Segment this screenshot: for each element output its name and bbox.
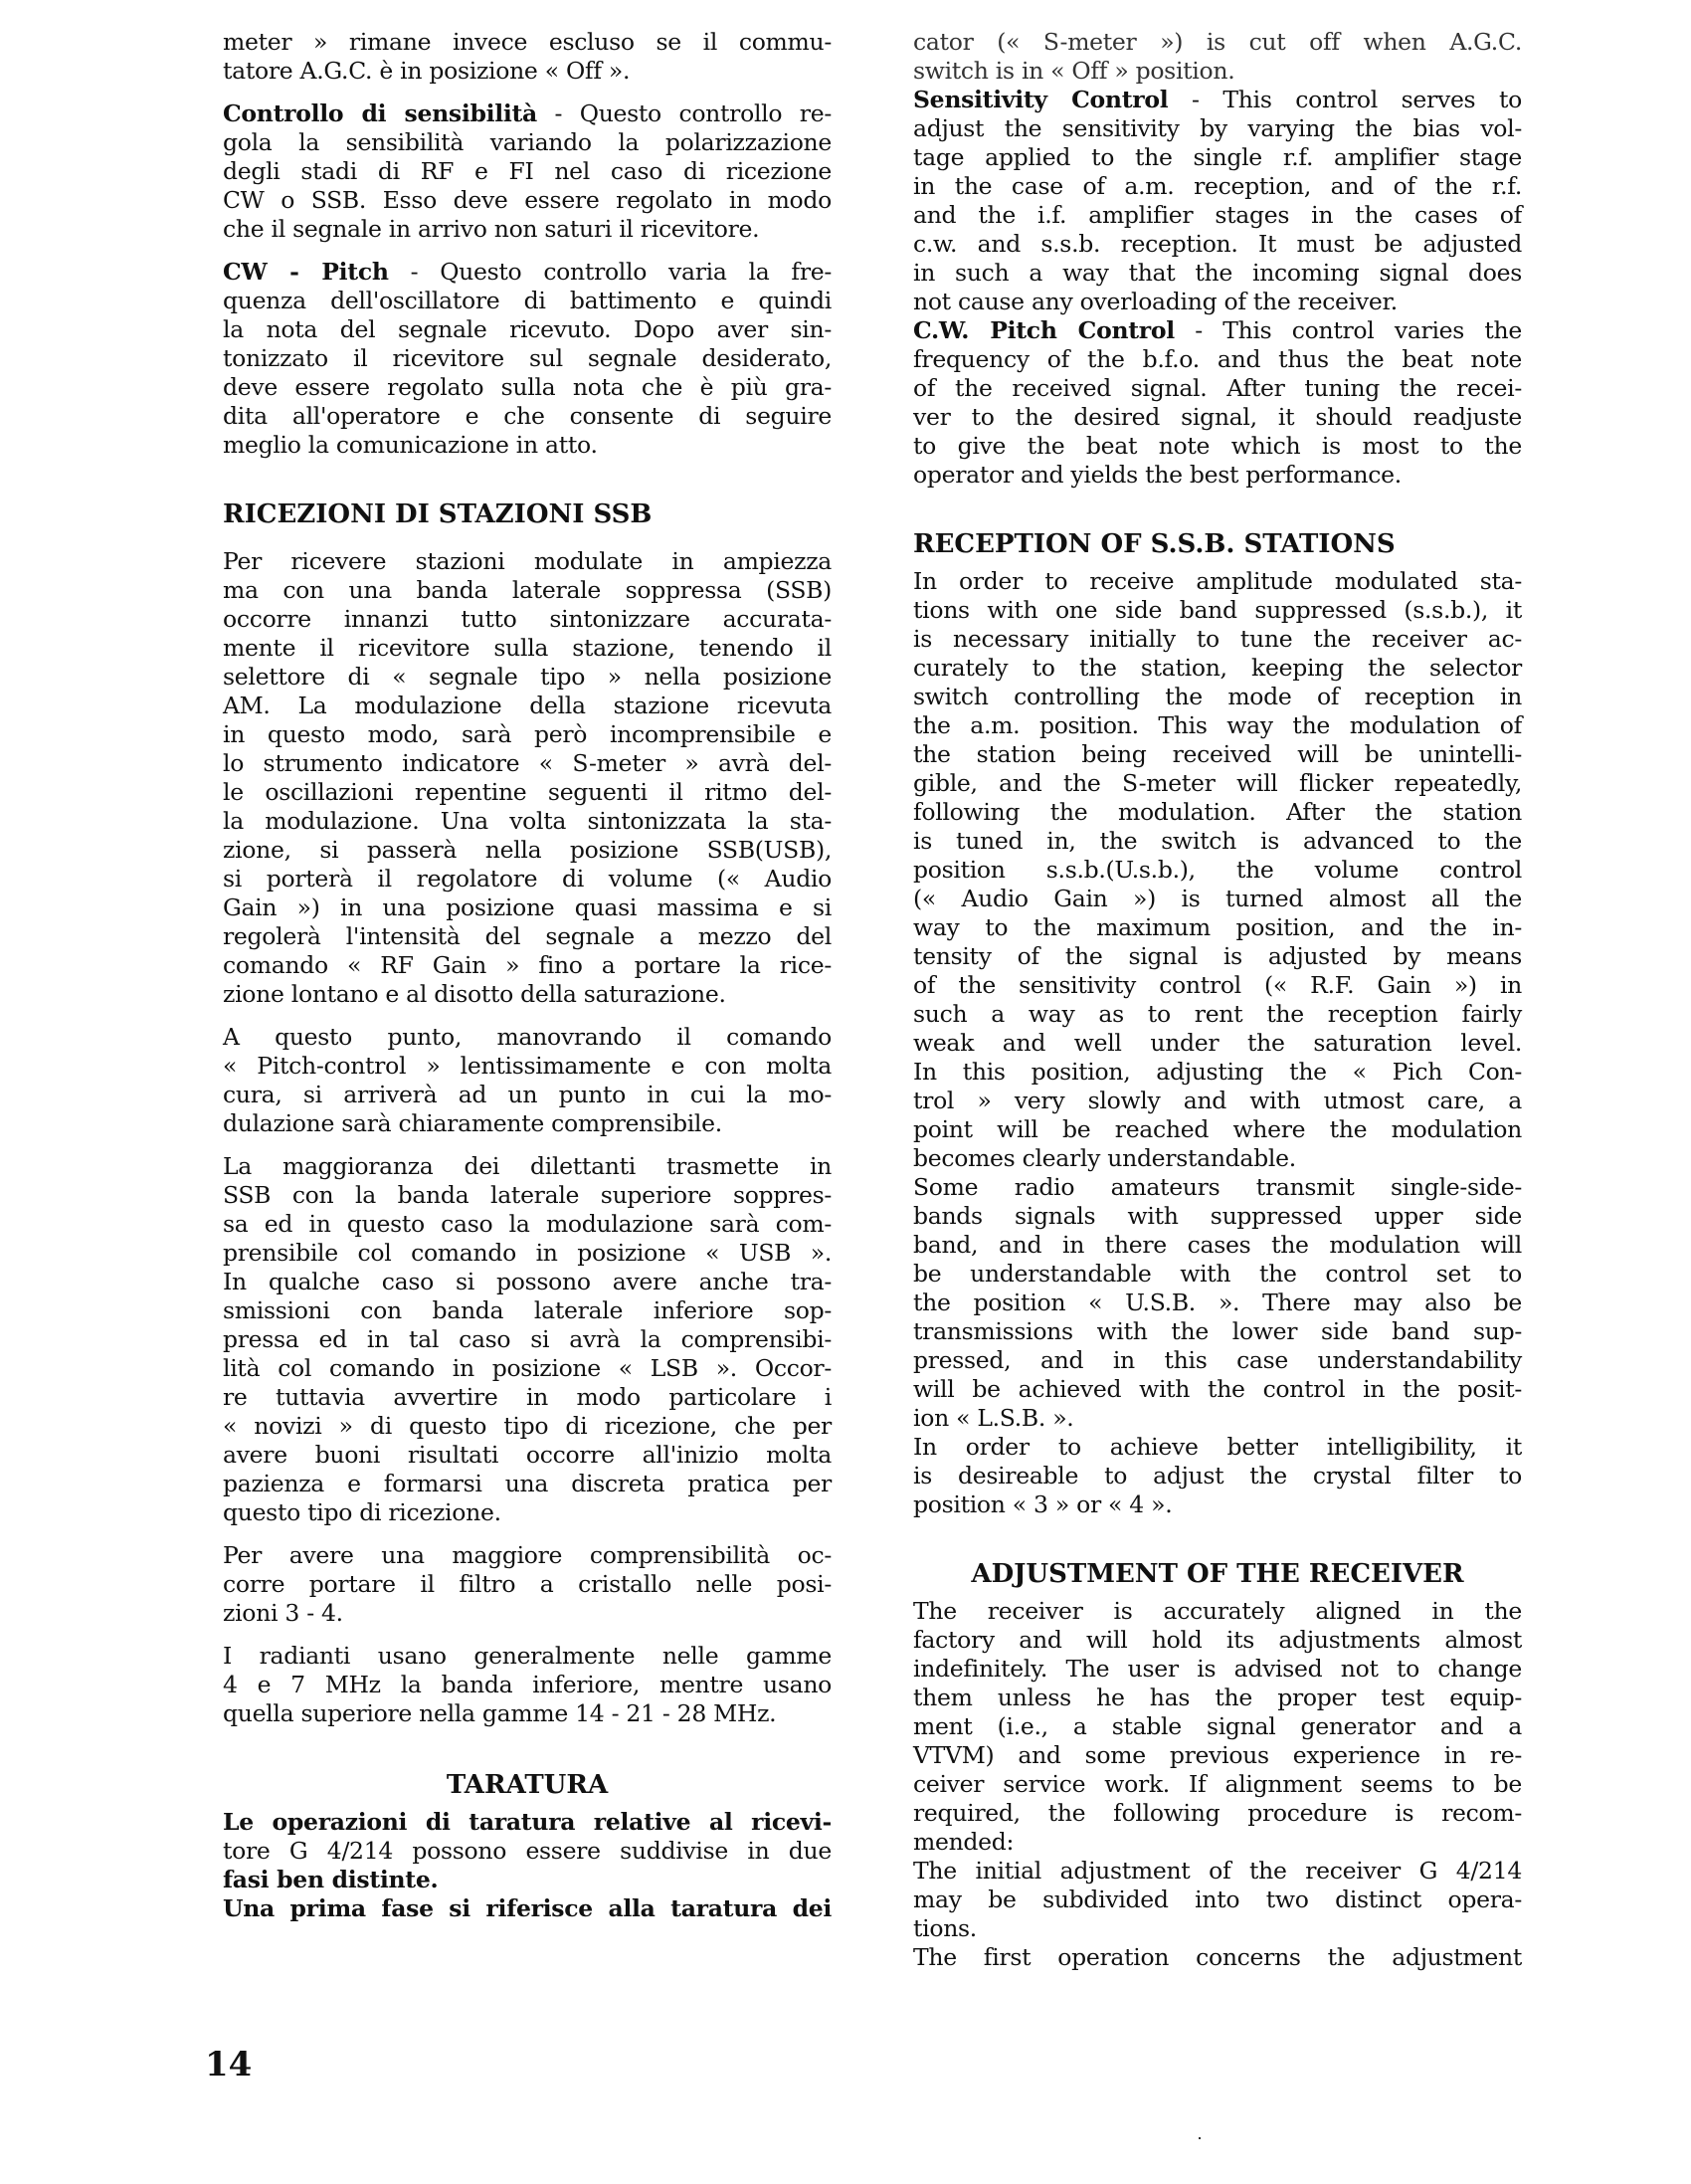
text-line: adjust the sensitivity by varying the bias vol- [913, 114, 1522, 142]
paragraph-lead: Sensitivity Control [913, 86, 1169, 113]
text-line: C.W. Pitch Control - This control varies the [913, 316, 1523, 344]
text-line: 4 e 7 MHz la banda inferiore, mentre usano [223, 1671, 832, 1698]
paragraph-usb-lsb [223, 1152, 832, 1527]
text-line: c.w. and s.s.b. reception. It must be adjusted [913, 230, 1522, 258]
text-line: tonizzato il ricevitore sul segnale desiderato, [223, 344, 832, 372]
text-line: quenza dell'oscillatore di battimento e quindi [223, 287, 832, 314]
paragraph-alignment [913, 1597, 1522, 1857]
section-heading-ricezioni-ssb: RICEZIONI DI STAZIONI SSB [223, 499, 653, 529]
text-line: in the case of a.m. reception, and of the r.f. [913, 172, 1522, 200]
text-line: ver to the desired signal, it should readjuste [913, 403, 1522, 431]
text-line: in questo modo, sarà però incomprensibile e [223, 720, 832, 748]
text-line: selettore di « segnale tipo » nella posizione [223, 663, 832, 691]
scan-speck [1199, 2137, 1201, 2139]
text-line: meter » rimane invece escluso se il commu- [223, 28, 832, 56]
text-line: SSB con la banda laterale superiore soppres- [223, 1181, 832, 1209]
text-line: trol » very slowly and with utmost care, a [913, 1087, 1522, 1114]
text-line: le oscillazioni repentine seguenti il ritmo del- [223, 778, 832, 806]
text-line: may be subdivided into two distinct opera- [913, 1886, 1522, 1913]
text-line: VTVM) and some previous experience in re- [913, 1741, 1522, 1769]
english-column [913, 28, 1522, 1972]
text-line: pazienza e formarsi una discreta pratica per [223, 1470, 832, 1497]
paragraph-sensitivity-control [223, 99, 832, 244]
text-line: Per ricevere stazioni modulate in ampiezza [223, 547, 832, 575]
text-line: CW - Pitch - Questo controllo varia la fre- [223, 258, 832, 286]
text-line: becomes clearly understandable. [913, 1144, 1296, 1172]
paragraph-lead: Controllo di sensibilità [223, 99, 537, 127]
text-line: avere buoni risultati occorre all'inizio molta [223, 1441, 832, 1469]
paragraph-lead: C.W. Pitch Control [913, 316, 1175, 344]
text-line: re tuttavia avvertire in modo particolare i [223, 1383, 832, 1411]
text-line: tatore A.G.C. è in posizione « Off ». [223, 57, 631, 85]
text-line: is tuned in, the switch is advanced to the [913, 827, 1522, 855]
text-line: of the received signal. After tuning the recei- [913, 374, 1522, 402]
text-line: pressa ed in tal caso si avrà la comprensibi- [223, 1325, 832, 1353]
text-line: Una prima fase si riferisce alla taratura dei [223, 1894, 832, 1922]
text-line: Sensitivity Control - This control serves to [913, 86, 1522, 113]
text-line: the station being received will be unintelli- [913, 740, 1522, 768]
text-line: dita all'operatore e che consente di seguire [223, 402, 832, 430]
text-line: not cause any overloading of the receiver. [913, 288, 1398, 315]
text-line: Per avere una maggiore comprensibilità oc- [223, 1541, 832, 1569]
paragraph-prima-fase [223, 1894, 832, 1923]
paragraph-pitch-control [223, 1023, 832, 1138]
paragraph-ssb-intro [223, 547, 832, 1009]
text-line: gible, and the S-meter will flicker repeatedly, [913, 769, 1522, 797]
text-line: zione, si passerà nella posizione SSB(USB), [223, 836, 832, 864]
text-line: meglio la comunicazione in atto. [223, 431, 598, 459]
paragraph-taratura-intro [223, 1808, 832, 1894]
text-line: them unless he has the proper test equip- [913, 1684, 1522, 1711]
text-line: band, and in there cases the modulation will [913, 1231, 1522, 1259]
text-line: In this position, adjusting the « Pich Con- [913, 1058, 1522, 1086]
text-line: such a way as to rent the reception fairly [913, 1000, 1522, 1028]
text-line: In order to achieve better intelligibility, it [913, 1433, 1522, 1461]
page-number: 14 [205, 2045, 253, 2085]
text-line: lità col comando in posizione « LSB ». Occor- [223, 1354, 832, 1382]
text-line: I radianti usano generalmente nelle gamme [223, 1642, 832, 1670]
text-line: to give the beat note which is most to the [913, 432, 1522, 460]
text-line: factory and will hold its adjustments almost [913, 1626, 1522, 1654]
text-line: be understandable with the control set to [913, 1260, 1522, 1288]
text-line: Controllo di sensibilità - Questo controllo re- [223, 99, 832, 127]
paragraph-ssb-intro [913, 567, 1522, 1173]
text-line: comando « RF Gain » fino a portare la rice- [223, 951, 832, 979]
text-line: sa ed in questo caso la modulazione sarà com- [223, 1210, 832, 1238]
text-line: zione lontano e al disotto della saturazione. [223, 980, 726, 1008]
text-line: indefinitely. The user is advised not to change [913, 1655, 1522, 1683]
text-line: ment (i.e., a stable signal generator and a [913, 1712, 1522, 1740]
text-line: Some radio amateurs transmit single-side- [913, 1173, 1522, 1201]
text-line: mended: [913, 1828, 1015, 1856]
text-line: che il segnale in arrivo non saturi il ricevitore. [223, 215, 760, 243]
text-line: CW o SSB. Esso deve essere regolato in modo [223, 186, 832, 214]
italian-column [223, 28, 832, 1923]
text-line: tensity of the signal is adjusted by means [913, 942, 1522, 970]
text-line: « Pitch-control » lentissimamente e con molta [223, 1052, 832, 1080]
text-line: position s.s.b.(U.s.b.), the volume control [913, 856, 1522, 884]
text-line: operator and yields the best performance. [913, 461, 1402, 489]
text-line: prensibile col comando in posizione « USB ». [223, 1239, 832, 1267]
paragraph-lead: CW - Pitch [223, 258, 389, 286]
text-line: quella superiore nella gamme 14 - 21 - 28 MHz. [223, 1699, 777, 1727]
text-line: corre portare il filtro a cristallo nelle posi- [223, 1570, 832, 1598]
section-heading-taratura: TARATURA [446, 1770, 609, 1800]
text-line: transmissions with the lower side band sup- [913, 1317, 1522, 1345]
text-line: point will be reached where the modulation [913, 1115, 1522, 1143]
text-line: ceiver service work. If alignment seems to be [913, 1770, 1522, 1798]
text-line: tions with one side band suppressed (s.s.b.), it [913, 596, 1522, 624]
text-line: required, the following procedure is recom- [913, 1799, 1522, 1827]
text-line: The first operation concerns the adjustment [913, 1943, 1522, 1971]
text-line: switch is in « Off » position. [913, 57, 1235, 85]
text-line: The receiver is accurately aligned in the [913, 1597, 1522, 1625]
text-line: in such a way that the incoming signal does [913, 259, 1522, 287]
text-line: following the modulation. After the station [913, 798, 1522, 826]
text-line: ma con una banda laterale soppressa (SSB) [223, 576, 832, 604]
paragraph-first-operation [913, 1943, 1522, 1972]
section-heading-adjustment: ADJUSTMENT OF THE RECEIVER [971, 1559, 1464, 1589]
text-line: tions. [913, 1914, 977, 1942]
text-line: smissioni con banda laterale inferiore sop- [223, 1296, 832, 1324]
text-line: degli stadi di RF e FI nel caso di ricezione [223, 157, 832, 185]
text-line: is desireable to adjust the crystal filter to [913, 1462, 1522, 1489]
text-line: In qualche caso si possono avere anche tra- [223, 1268, 832, 1295]
paragraph-sensitivity-control [913, 86, 1522, 316]
text-line: position « 3 » or « 4 ». [913, 1490, 1173, 1518]
paragraph-initial-adjustment [913, 1857, 1522, 1943]
text-line: bands signals with suppressed upper side [913, 1202, 1522, 1230]
paragraph-smeter-agc [913, 28, 1522, 86]
section-heading-reception-ssb: RECEPTION OF S.S.B. STATIONS [913, 529, 1396, 559]
text-line: curately to the station, keeping the selector [913, 654, 1522, 682]
text-line: mente il ricevitore sulla stazione, tenendo il [223, 634, 832, 662]
text-line: the a.m. position. This way the modulation of [913, 711, 1522, 739]
text-line: of the sensitivity control (« R.F. Gain ») in [913, 971, 1522, 999]
text-line: AM. La modulazione della stazione ricevuta [223, 692, 832, 719]
paragraph-bands [223, 1642, 832, 1728]
text-line: zioni 3 - 4. [223, 1599, 343, 1627]
text-line: « novizi » di questo tipo di ricezione, che per [223, 1412, 832, 1440]
paragraph-cw-pitch [223, 258, 832, 460]
text-line: Le operazioni di taratura relative al ricevi- [223, 1808, 832, 1836]
paragraph-crystal-filter [223, 1541, 832, 1628]
text-line: (« Audio Gain ») is turned almost all the [913, 885, 1522, 912]
text-line: A questo punto, manovrando il comando [223, 1023, 832, 1051]
text-line: frequency of the b.f.o. and thus the beat note [913, 345, 1522, 373]
paragraph-crystal-filter [913, 1433, 1522, 1519]
text-line: occorre innanzi tutto sintonizzare accurata- [223, 605, 832, 633]
text-line: questo tipo di ricezione. [223, 1498, 501, 1526]
text-line: Gain ») in una posizione quasi massima e si [223, 893, 832, 921]
text-line: gola la sensibilità variando la polarizzazione [223, 128, 832, 156]
text-line: ion « L.S.B. ». [913, 1404, 1074, 1432]
text-line: dulazione sarà chiaramente comprensibile. [223, 1109, 722, 1137]
paragraph-cw-pitch-control [913, 316, 1522, 490]
text-line: switch controlling the mode of reception in [913, 683, 1522, 710]
paragraph-smeter-agc [223, 28, 832, 86]
text-line: regolerà l'intensità del segnale a mezzo del [223, 922, 832, 950]
text-line: weak and well under the saturation level. [913, 1029, 1522, 1057]
text-line: will be achieved with the control in the posit- [913, 1375, 1522, 1403]
text-line: lo strumento indicatore « S-meter » avrà del- [223, 749, 832, 777]
text-line: In order to receive amplitude modulated sta- [913, 567, 1522, 595]
text-line: cura, si arriverà ad un punto in cui la mo- [223, 1081, 832, 1108]
text-line: way to the maximum position, and the in- [913, 913, 1522, 941]
text-line: cator (« S-meter ») is cut off when A.G.C. [913, 28, 1522, 56]
text-line: The initial adjustment of the receiver G 4/214 [913, 1857, 1522, 1885]
text-line: is necessary initially to tune the receiver ac- [913, 625, 1522, 653]
text-line: fasi ben distinte. [223, 1866, 439, 1893]
paragraph-usb-lsb [913, 1173, 1522, 1433]
text-line: the position « U.S.B. ». There may also be [913, 1289, 1522, 1316]
text-line: pressed, and in this case understandability [913, 1346, 1522, 1374]
text-line: la nota del segnale ricevuto. Dopo aver sin- [223, 315, 832, 343]
text-line: tore G 4/214 possono essere suddivise in due [223, 1837, 832, 1865]
text-line: La maggioranza dei dilettanti trasmette in [223, 1152, 832, 1180]
text-line: deve essere regolato sulla nota che è più gra- [223, 373, 832, 401]
text-line: and the i.f. amplifier stages in the cases of [913, 201, 1522, 229]
text-line: la modulazione. Una volta sintonizzata la sta- [223, 807, 832, 835]
text-line: si porterà il regolatore di volume (« Audio [223, 865, 832, 893]
text-line: tage applied to the single r.f. amplifier stage [913, 143, 1522, 171]
